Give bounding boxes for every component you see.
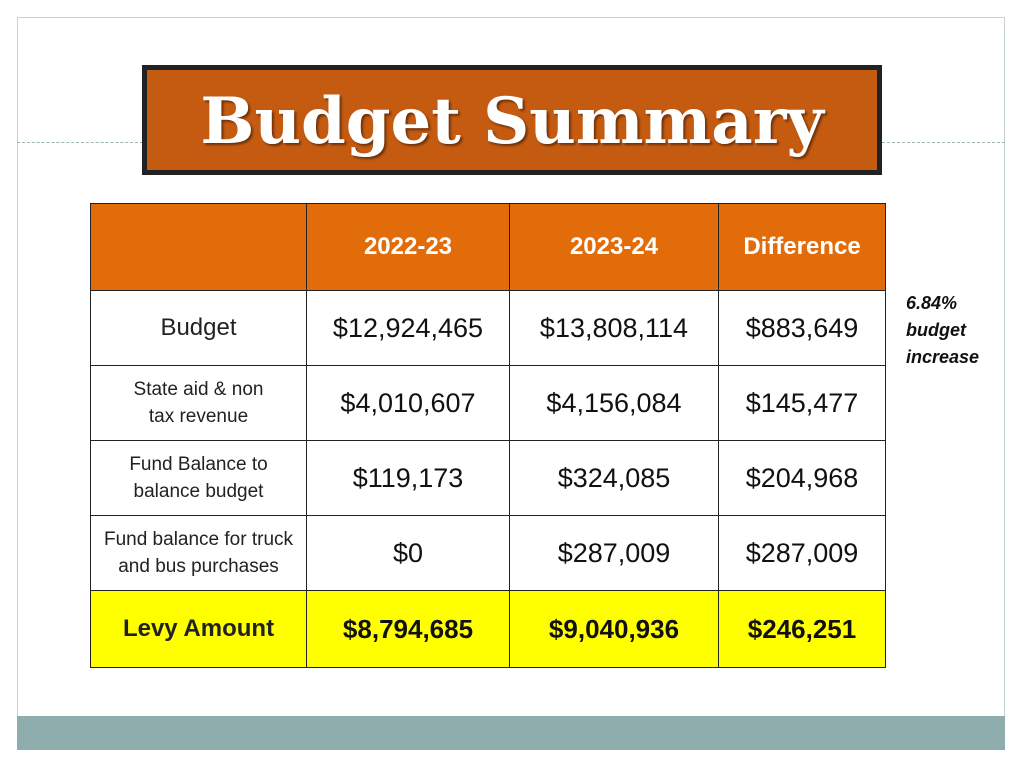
cell-value: $119,173 (307, 441, 510, 516)
row-label-line: State aid & non (133, 379, 264, 400)
row-label-truck-bus (91, 516, 307, 591)
cell-value: $883,649 (719, 291, 886, 366)
levy-row (91, 591, 886, 668)
header-2022-23: 2022-23 (307, 204, 510, 291)
table-row (91, 516, 886, 591)
table-header-row (91, 204, 886, 291)
header-empty (91, 204, 307, 291)
levy-value: $246,251 (719, 591, 886, 668)
cell-value: $204,968 (719, 441, 886, 516)
row-label-line: Budget (160, 314, 237, 341)
row-label-state-aid (91, 366, 307, 441)
row-label-fund-balance (91, 441, 307, 516)
note-line: budget (906, 320, 966, 340)
table-row (91, 441, 886, 516)
cell-value: $4,010,607 (307, 366, 510, 441)
row-label-line: and bus purchases (118, 556, 279, 577)
header-difference: Difference (719, 204, 886, 291)
divider-line-right (882, 142, 1005, 143)
levy-value: $8,794,685 (307, 591, 510, 668)
row-label-line: Fund Balance to (129, 454, 268, 475)
note-line: increase (906, 347, 980, 367)
row-label-budget (91, 291, 307, 366)
title-banner (142, 65, 882, 175)
divider-line-left (17, 142, 143, 143)
cell-value: $13,808,114 (510, 291, 719, 366)
cell-value: $287,009 (510, 516, 719, 591)
row-label-line: Fund balance for truck (103, 529, 294, 550)
header-2023-24: 2023-24 (510, 204, 719, 291)
page-title: Budget Summary (200, 83, 824, 159)
cell-value: $12,924,465 (307, 291, 510, 366)
table-row (91, 366, 886, 441)
table-row (91, 291, 886, 366)
budget-increase-note (906, 290, 1006, 371)
cell-value: $145,477 (719, 366, 886, 441)
cell-value: $324,085 (510, 441, 719, 516)
levy-value: $9,040,936 (510, 591, 719, 668)
cell-value: $0 (307, 516, 510, 591)
cell-value: $4,156,084 (510, 366, 719, 441)
budget-table (90, 203, 886, 668)
title-banner-fill (147, 70, 877, 170)
cell-value: $287,009 (719, 516, 886, 591)
levy-label: Levy Amount (91, 591, 307, 668)
note-line: 6.84% (906, 293, 958, 313)
footer-bar (17, 716, 1005, 750)
row-label-line: balance budget (133, 481, 264, 502)
row-label-line: tax revenue (148, 406, 249, 427)
